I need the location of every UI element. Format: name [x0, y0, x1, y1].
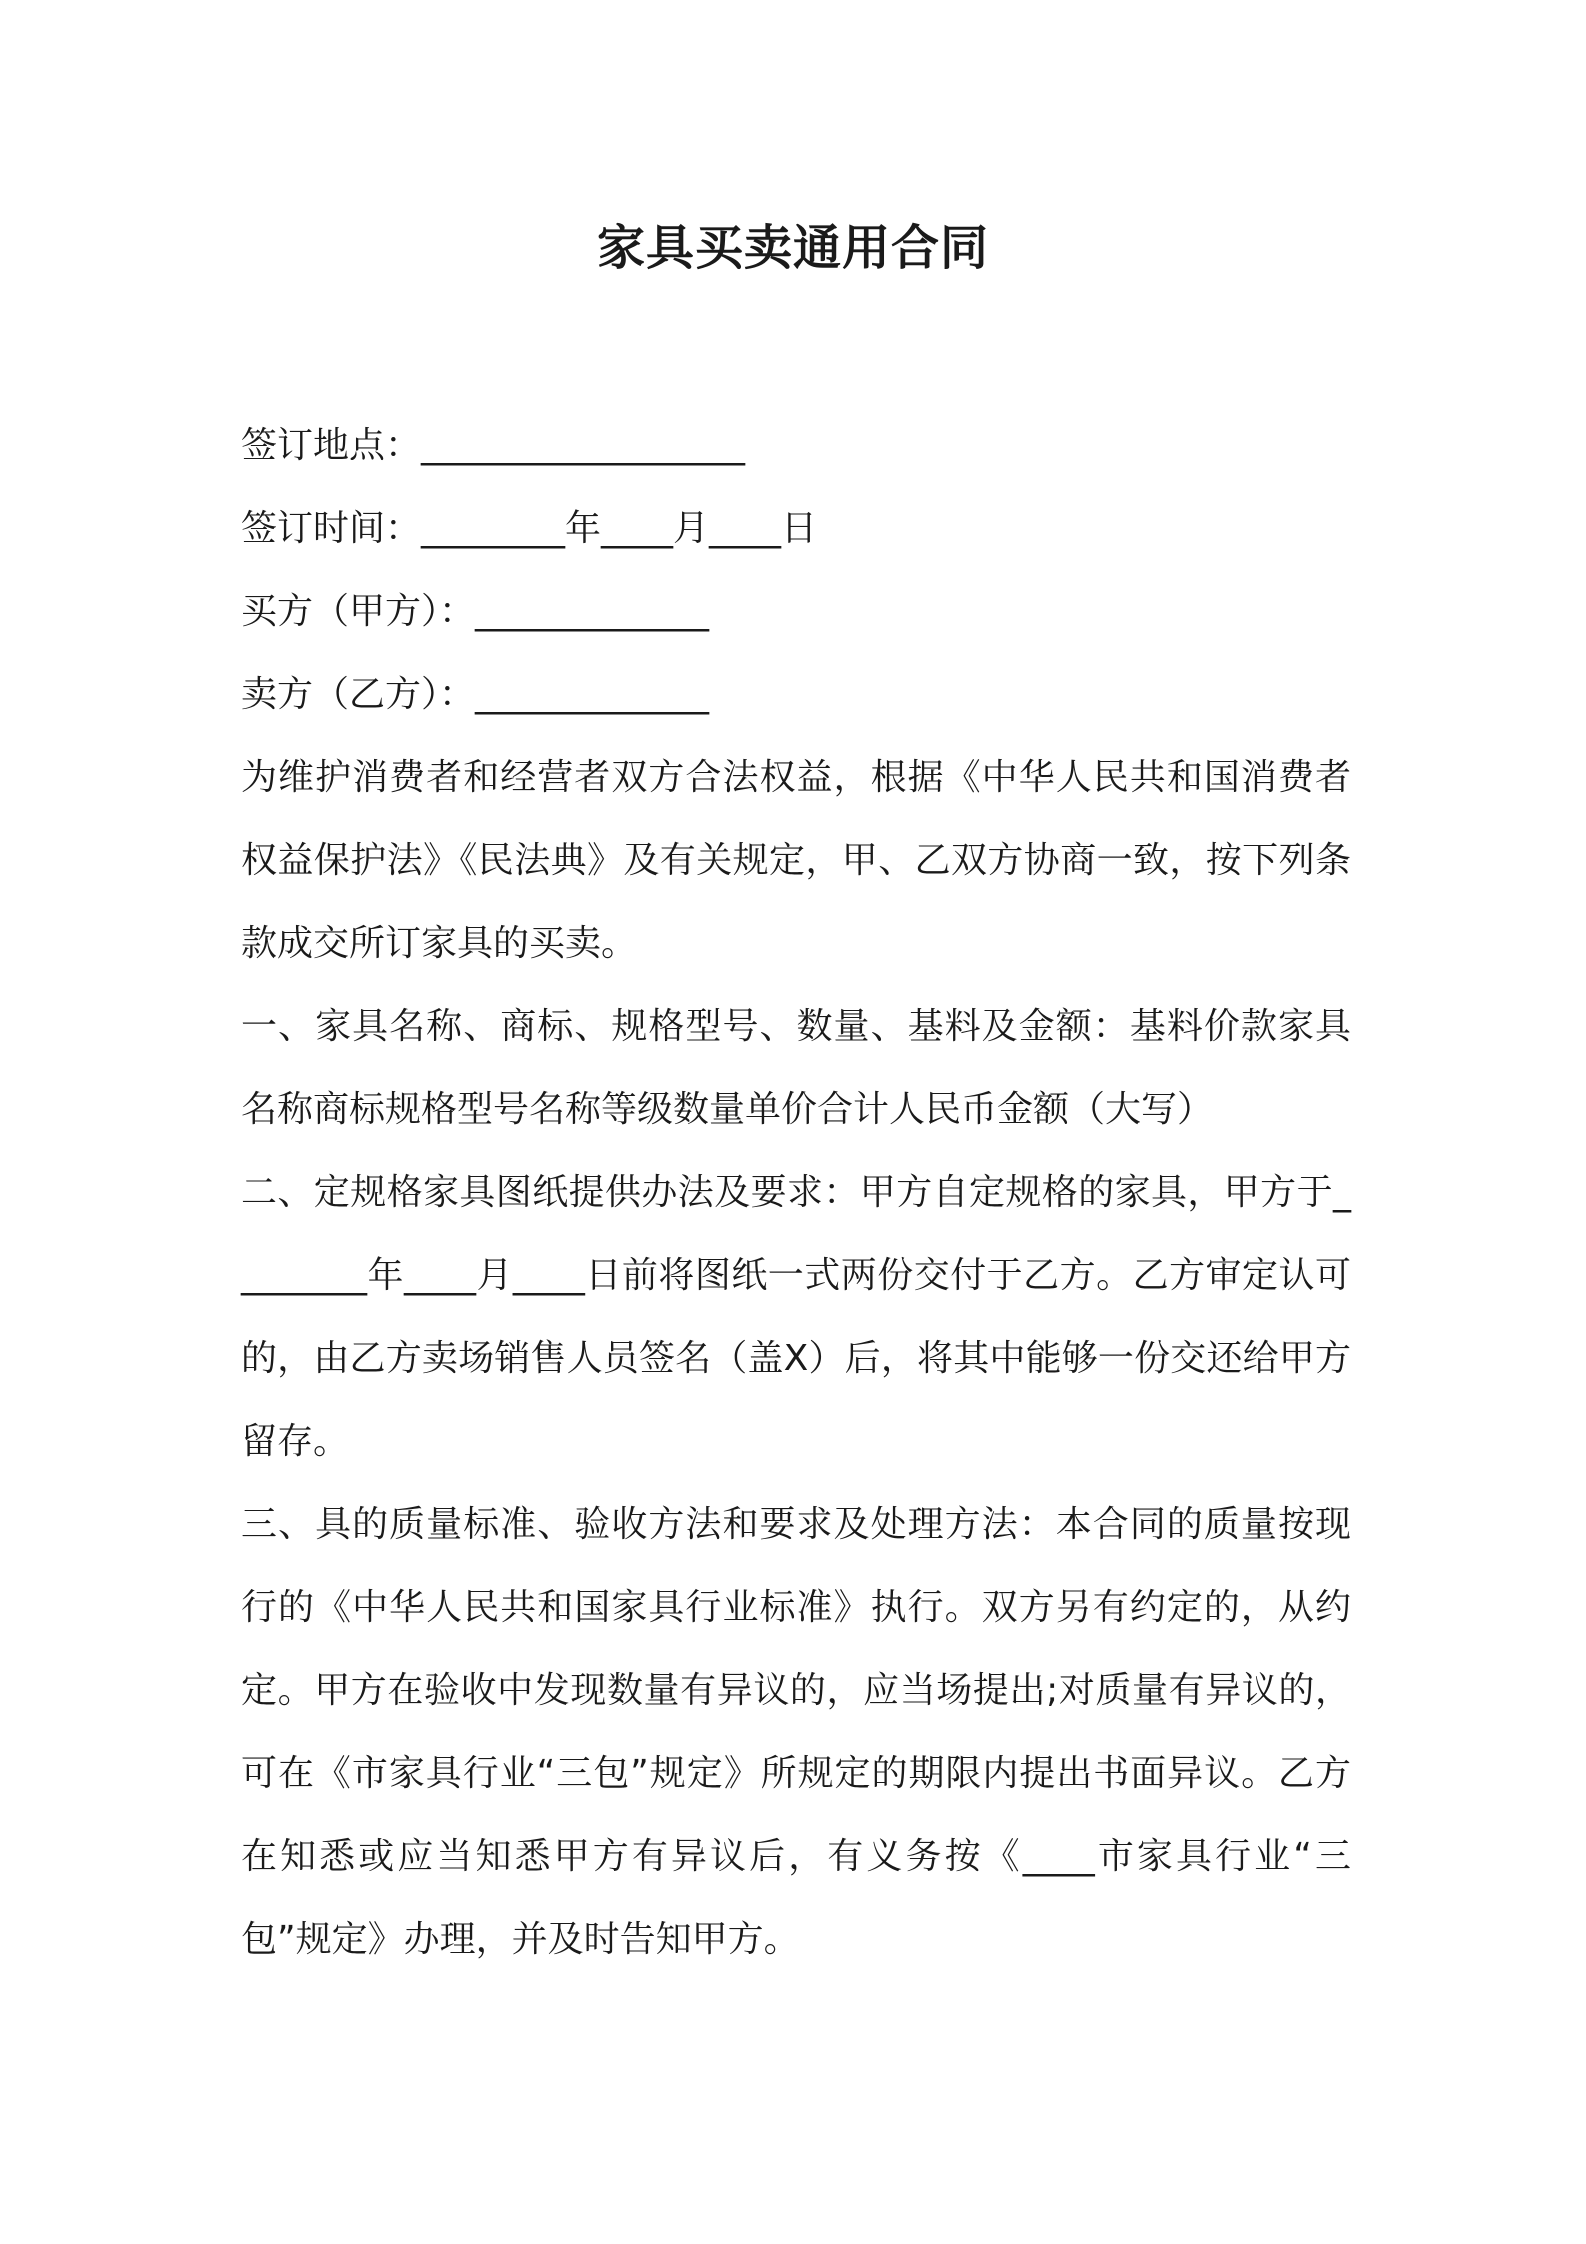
clause-3: 三、具的质量标准、验收方法和要求及处理方法：本合同的质量按现行的《中华人民共和国家具行业标准》执行。双方另有约定的，从约定。甲方在验收中发现数量有异议的，应当场提出;对质量有异议的，可在《市家具行业“三包”规定》所规定的期限内提出书面异议。乙方在知悉或应当知悉甲方有异议后，有义务按《____市家具行业“三包”规定》办理，并及时告知甲方。	[241, 1504, 1351, 1960]
clause-2: 二、定规格家具图纸提供办法及要求：甲方自定规格的家具，甲方于________年____月____日前将图纸一式两份交付于乙方。乙方审定认可的，由乙方卖场销售人员签名（盖Ⅹ）后，将其中能够一份交还给甲方留存。	[241, 1172, 1351, 1462]
contract-body	[241, 404, 1351, 1981]
contract-title: 家具买卖通用合同	[596, 220, 989, 276]
buyer-field: 买方（甲方）：_____________	[241, 591, 710, 632]
sign-place-field: 签订地点：__________________	[241, 425, 746, 466]
sign-time-field: 签订时间：________年____月____日	[241, 508, 818, 549]
seller-field: 卖方（乙方）：_____________	[241, 674, 710, 715]
preamble-paragraph: 为维护消费者和经营者双方合法权益，根据《中华人民共和国消费者权益保护法》《民法典》及有关规定，甲、乙双方协商一致，按下列条款成交所订家具的买卖。	[241, 757, 1351, 964]
clause-1: 一、家具名称、商标、规格型号、数量、基料及金额：基料价款家具名称商标规格型号名称等级数量单价合计人民币金额（大写）	[241, 1006, 1351, 1130]
